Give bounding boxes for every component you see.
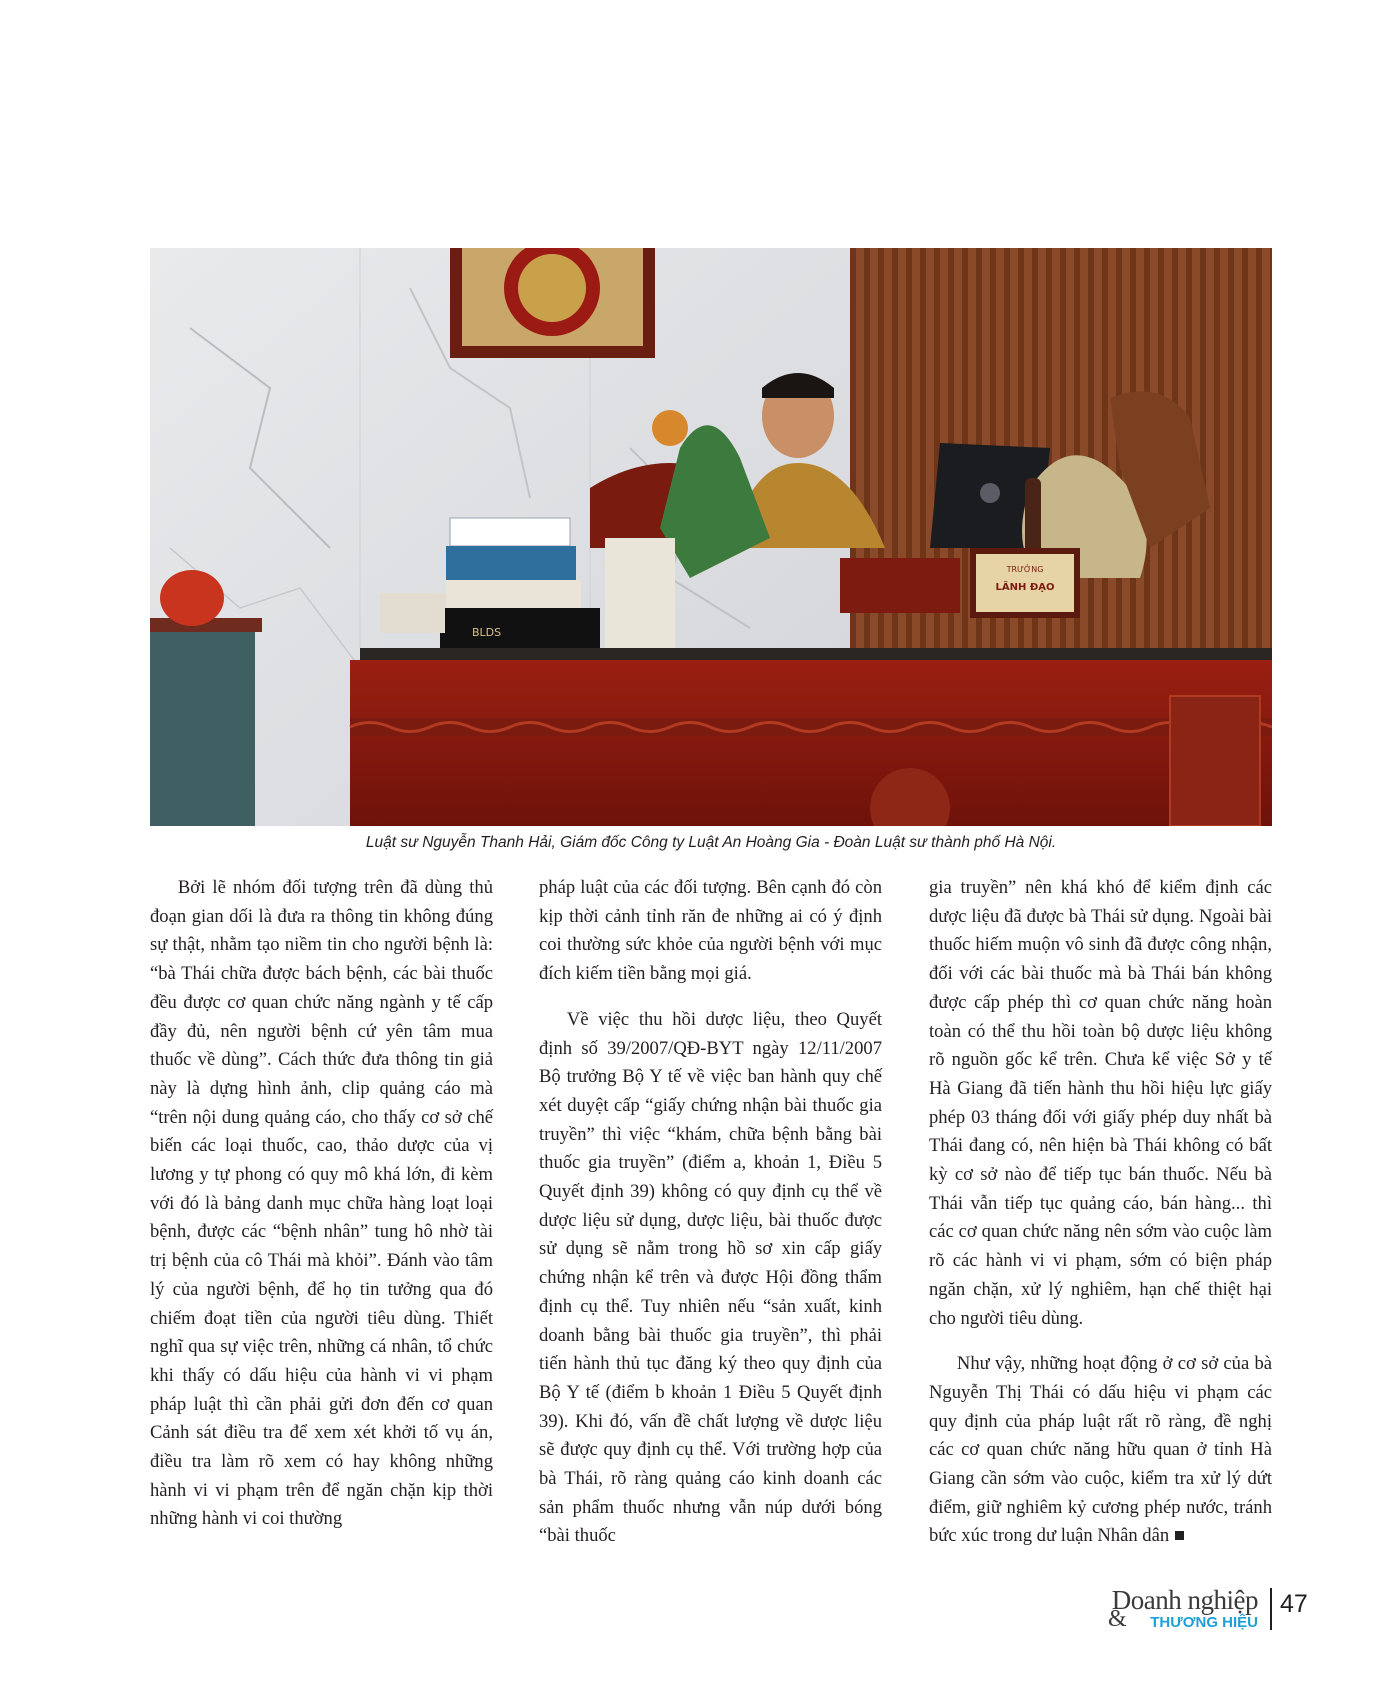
footer-divider bbox=[1270, 1588, 1272, 1630]
logo-ampersand: & bbox=[1108, 1606, 1127, 1632]
page-number: 47 bbox=[1280, 1590, 1308, 1618]
article-column-3 bbox=[929, 874, 1272, 1551]
paragraph: pháp luật của các đối tượng. Bên cạnh đó còn kịp thời cảnh tỉnh răn đe những ai có ý định coi thường sức khỏe của người bệnh với mục đích kiếm tiền bằng mọi giá. bbox=[539, 877, 882, 985]
final-paragraph bbox=[929, 1350, 1272, 1551]
logo-top-text: Doanh nghiệp bbox=[1111, 1585, 1258, 1615]
final-paragraph-text: Như vậy, những hoạt động ở cơ sở của bà Nguyễn Thị Thái có dấu hiệu vi phạm các quy định của pháp luật rất rõ ràng, đề nghị các cơ quan chức năng hữu quan ở tỉnh Hà Giang cần sớm vào cuộc, kiểm tra xử lý dứt điểm, giữ nghiêm kỷ cương phép nước, tránh bức xúc trong dư luận Nhân dân bbox=[929, 1353, 1272, 1547]
paragraph: Bởi lẽ nhóm đối tượng trên đã dùng thủ đoạn gian dối là đưa ra thông tin không đúng sự thật, nhằm tạo niềm tin cho người bệnh là: “bà Thái chữa được bách bệnh, các bài thuốc đều được cơ quan chức năng ngành y tế cấp đầy đủ, nên người bệnh cứ yên tâm mua thuốc về dùng”. Cách thức đưa thông tin giả này là dựng hình ảnh, clip quảng cáo mà “trên nội dung quảng cáo, cho thấy cơ sở chế biến các loại thuốc, cao, thảo dược của vị lương y tự phong có quy mô khá lớn, đi kèm với đó là bảng danh mục chữa hàng loạt loại bệnh, được các “bệnh nhân” tung hô nhờ tài trị bệnh của cô Thái mà khỏi”. Đánh vào tâm lý của người bệnh, để họ tin tưởng qua đó chiếm đoạt tiền của người tiêu dùng. Thiết nghĩ qua sự việc trên, những cá nhân, tổ chức khi thấy có dấu hiệu của hành vi vi phạm pháp luật thì cần phải gửi đơn đến cơ quan Cảnh sát điều tra để xem xét khởi tố vụ án, điều tra làm rõ xem có hay không những hành vi vi phạm trên để ngăn chặn kịp thời những hành vi coi thường bbox=[150, 877, 493, 1530]
nameplate-title: TRƯỞNG bbox=[1006, 565, 1044, 574]
logo-bottom-text: THƯƠNG HIỆU bbox=[1150, 1614, 1258, 1631]
article-column-1 bbox=[150, 874, 493, 1534]
magazine-logo bbox=[1110, 1586, 1258, 1632]
article-photo bbox=[150, 248, 1272, 826]
book-spine-text: BLDS bbox=[472, 626, 502, 639]
article-column-2 bbox=[539, 874, 882, 1551]
paragraph: gia truyền” nên khá khó để kiểm định các dược liệu đã được bà Thái sử dụng. Ngoài bài thuốc hiếm muộn vô sinh đã được công nhận, đối với các bài thuốc mà bà Thái bán không được cấp phép thì cơ quan chức năng hoàn toàn có thể thu hồi toàn bộ dược liệu không rõ nguồn gốc kể trên. Chưa kể việc Sở y tế Hà Giang đã tiến hành thu hồi hiệu lực giấy phép 03 tháng đối với giấy phép duy nhất bà Thái đang có, nên hiện bà Thái không có bất kỳ cơ sở nào để tiếp tục bán thuốc. Nếu bà Thái vẫn tiếp tục quảng cáo, bán hàng... thì các cơ quan chức năng nên sớm vào cuộc làm rõ các hành vi vi phạm, sớm có biện pháp ngăn chặn, xử lý nghiêm, hạn chế thiệt hại cho người tiêu dùng. bbox=[929, 877, 1272, 1329]
end-square-icon bbox=[1175, 1531, 1184, 1540]
photo-caption: Luật sư Nguyễn Thanh Hải, Giám đốc Công ty Luật An Hoàng Gia - Đoàn Luật sư thành phố Hà Nội. bbox=[365, 834, 1057, 851]
paragraph: Về việc thu hồi dược liệu, theo Quyết định số 39/2007/QĐ-BYT ngày 12/11/2007 Bộ trưởng Bộ Y tế về việc ban hành quy chế xét duyệt cấp “giấy chứng nhận bài thuốc gia truyền” thì việc “khám, chữa bệnh bằng bài thuốc gia truyền” (điểm a, khoản 1, Điều 5 Quyết định 39) không có quy định cụ thể về dược liệu sử dụng, dược liệu, bài thuốc được sử dụng sẽ nằm trong hồ sơ xin cấp giấy chứng nhận kể trên và được Hội đồng thẩm định cụ thể. Tuy nhiên nếu “sản xuất, kinh doanh bằng bài thuốc gia truyền”, thì phải tiến hành thủ tục đăng ký theo quy định của Bộ Y tế (điểm b khoản 1 Điều 5 Quyết định 39). Khi đó, vấn đề chất lượng về dược liệu sẽ được quy định cụ thể. Với trường hợp của bà Thái, rõ ràng quảng cáo kinh doanh các sản phẩm thuốc nhưng vẫn núp dưới bóng “bài thuốc bbox=[539, 1008, 882, 1547]
office-desk-photo-icon bbox=[150, 248, 1272, 826]
nameplate-name: LÃNH ĐẠO bbox=[995, 582, 1055, 593]
